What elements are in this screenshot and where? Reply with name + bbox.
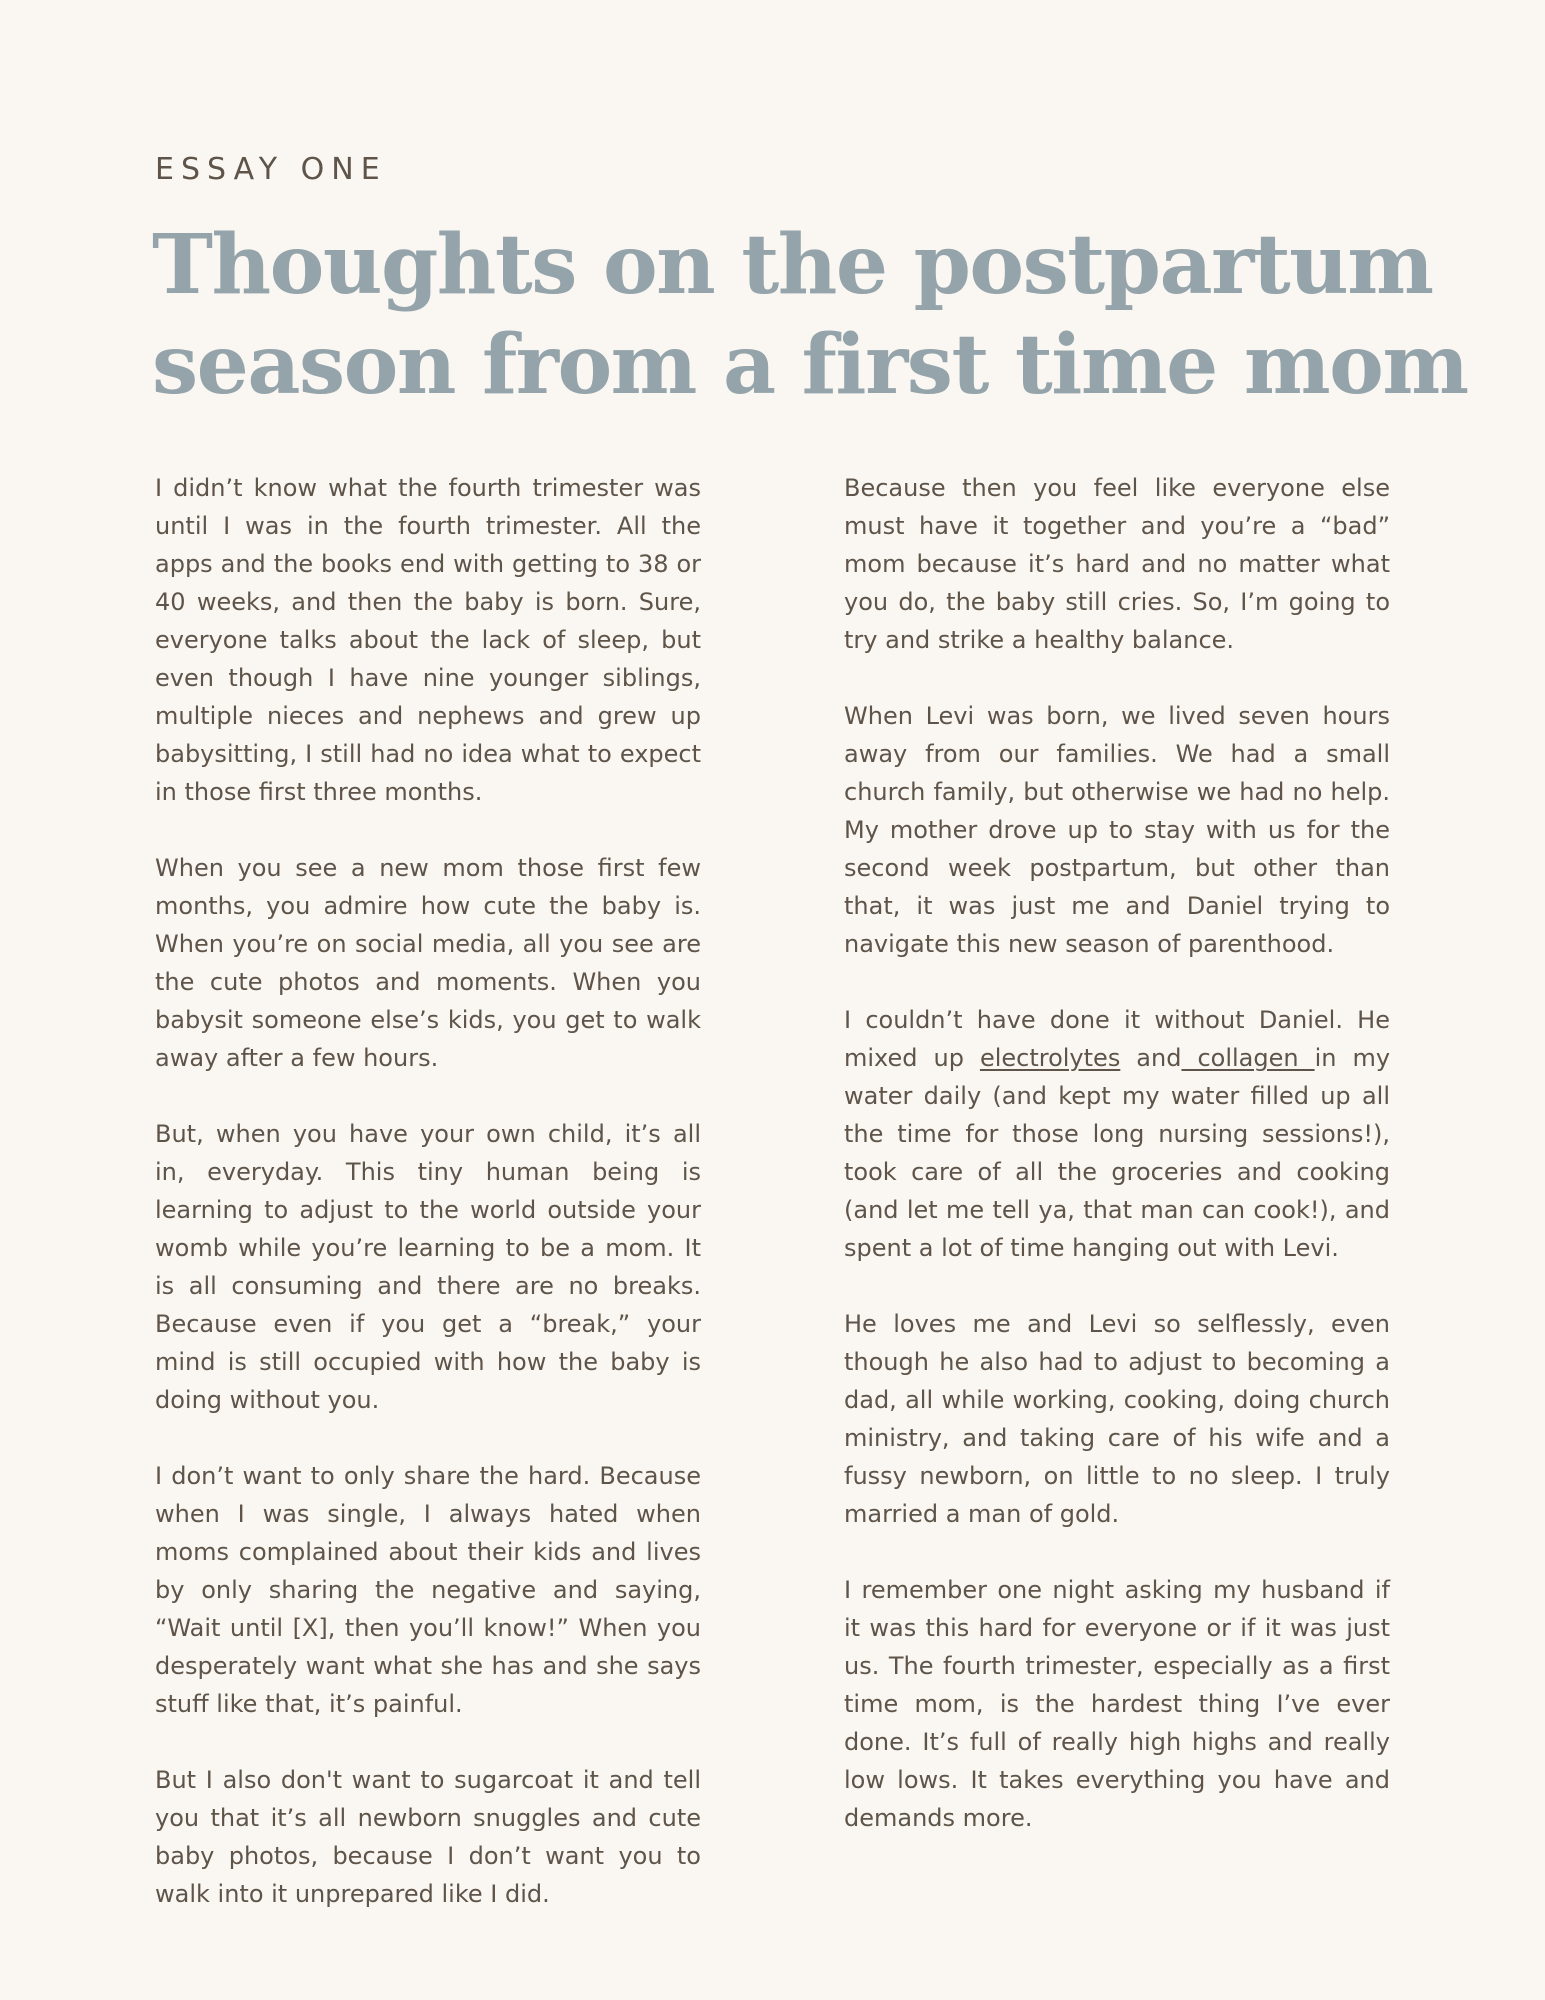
- right-column: [844, 469, 1390, 1875]
- section-label: ESSAY ONE: [155, 152, 387, 187]
- collagen-link[interactable]: collagen: [1181, 1044, 1315, 1072]
- paragraph: When Levi was born, we lived seven hours away from our families. We had a small church family, but otherwise we had no help. My mother drove up to stay with us for the second week postpartum, but other than that, it was just me and Daniel trying to navigate this new season of parenthood.: [844, 702, 1390, 958]
- paragraph: When you see a new mom those first few months, you admire how cute the baby is. When you’re on social media, all you see are the cute photos and moments. When you babysit someone else’s kids, you get to walk away after a few hours.: [155, 854, 701, 1072]
- paragraph: I didn’t know what the fourth trimester was until I was in the fourth trimester. All the apps and the books end with getting to 38 or 40 weeks, and then the baby is born. Sure, everyone talks about the lack of sleep, but even though I have nine younger siblings, multiple nieces and nephews and grew up babysitting, I still had no idea what to expect in those first three months.: [155, 474, 701, 806]
- page-title-line-2: season from a first time mom: [152, 317, 1468, 413]
- paragraph-text: and: [1120, 1044, 1182, 1072]
- paragraph: Because then you feel like everyone else must have it together and you’re a “bad” mom because it’s hard and no matter what you do, the baby still cries. So, I’m going to try and strike a healthy balance.: [844, 474, 1390, 654]
- paragraph: I don’t want to only share the hard. Because when I was single, I always hated when moms complained about their kids and lives by only sharing the negative and saying, “Wait until [X], then you’ll know!” When you desperately want what she has and she says stuff like that, it’s painful.: [155, 1462, 701, 1718]
- paragraph-with-links: [844, 1001, 1390, 1267]
- paragraph-text: I couldn’t have done it without Daniel. He mixed up: [844, 1006, 1390, 1072]
- paragraph: He loves me and Levi so selflessly, even though he also had to adjust to becoming a dad, all while working, cooking, doing church ministry, and taking care of his wife and a fussy newborn, on little to no sleep. I truly married a man of gold.: [844, 1310, 1390, 1528]
- page-title: [152, 215, 1468, 415]
- paragraph: I remember one night asking my husband if it was this hard for everyone or if it was just us. The fourth trimester, especially as a first time mom, is the hardest thing I’ve ever done. It’s full of really high highs and really low lows. It takes everything you have and demands more.: [844, 1576, 1390, 1832]
- page-title-line-1: Thoughts on the postpartum: [152, 217, 1433, 313]
- left-column: [155, 469, 701, 1951]
- paragraph: But I also don't want to sugarcoat it and tell you that it’s all newborn snuggles and cute baby photos, because I don’t want you to walk into it unprepared like I did.: [155, 1766, 701, 1908]
- electrolytes-link[interactable]: electrolytes: [979, 1044, 1121, 1072]
- paragraph: But, when you have your own child, it’s all in, everyday. This tiny human being is learning to adjust to the world outside your womb while you’re learning to be a mom. It is all consuming and there are no breaks. Because even if you get a “break,” your mind is still occupied with how the baby is doing without you.: [155, 1120, 701, 1414]
- paragraph-text: in my water daily (and kept my water filled up all the time for those long nursing sessions!), took care of all the groceries and cooking (and let me tell ya, that man can cook!), and spent a lot of time hanging out with Levi.: [844, 1044, 1391, 1262]
